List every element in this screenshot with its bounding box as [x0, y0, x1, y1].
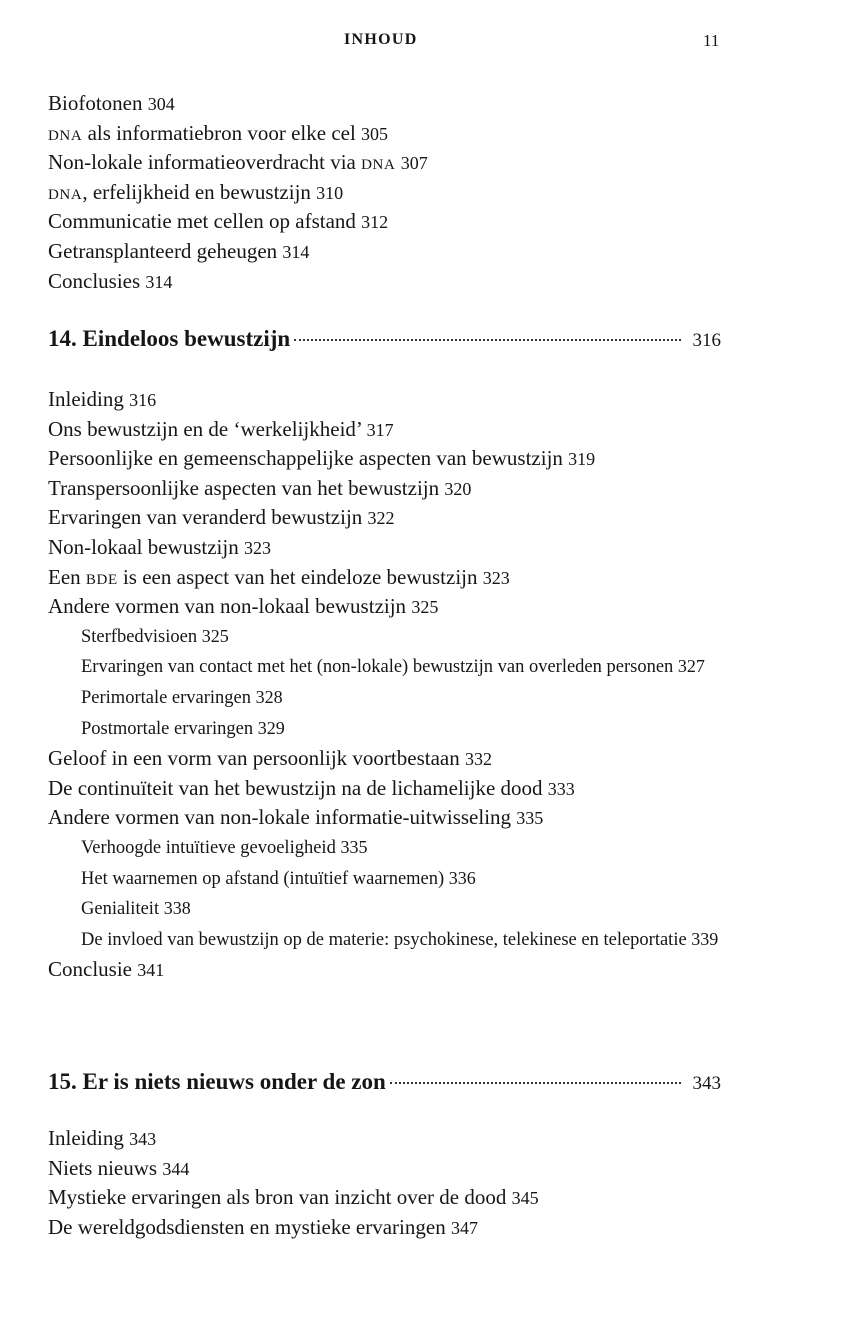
toc-entry[interactable]	[48, 444, 728, 474]
entry-page: 323	[243, 537, 271, 558]
entry-page: 319	[568, 449, 596, 470]
entry-title: Getransplanteerd geheugen	[48, 238, 278, 263]
toc-entry[interactable]	[48, 803, 728, 833]
entry-page: 312	[361, 212, 389, 233]
entry-title: Non-lokale informatieoverdracht via	[48, 150, 362, 175]
entry-page: 304	[147, 94, 175, 114]
entry-page: 322	[367, 508, 395, 529]
toc-entry[interactable]	[48, 592, 728, 622]
entry-title: Persoonlijke en gemeenschappelijke aspecten van bewustzijn	[48, 446, 563, 471]
entry-page: 316	[129, 390, 157, 410]
entry-title: Conclusie	[48, 957, 132, 982]
entry-title: als informatiebron voor elke cel	[82, 120, 356, 145]
toc-entry[interactable]	[48, 744, 728, 774]
entry-page: 325	[411, 597, 439, 618]
toc-entry[interactable]	[48, 1213, 728, 1243]
entry-title: Ervaringen van contact met het (non-lokale) bewustzijn van overleden personen	[81, 657, 674, 678]
entry-title: is een aspect van het eindeloze bewustzijn	[117, 564, 478, 589]
entry-title: De wereldgodsdiensten en mystieke ervaringen	[48, 1214, 446, 1239]
entry-page: 332	[464, 749, 492, 770]
entry-page: 335	[340, 836, 368, 857]
chapter-title: 15. Er is niets nieuws onder de zon	[48, 1069, 386, 1094]
toc-subentry[interactable]	[48, 683, 728, 714]
toc-entry[interactable]	[48, 178, 728, 208]
entry-title: Biofotonen	[48, 91, 143, 115]
entry-page: 343	[129, 1129, 157, 1149]
chapter-title: 14. Eindeloos bewustzijn	[48, 326, 291, 351]
entry-title: Inleiding	[48, 387, 124, 411]
entry-title: Verhoogde intuïtieve gevoeligheid	[81, 837, 336, 858]
entry-title: De continuïteit van het bewustzijn na de lichamelijke dood	[48, 775, 543, 800]
toc-section-chapter-15	[48, 1124, 728, 1242]
toc-entry[interactable]	[48, 503, 728, 533]
entry-title: Andere vormen van non-lokale informatie-uitwisseling	[48, 805, 512, 830]
entry-page: 329	[257, 717, 285, 738]
running-header	[0, 31, 850, 55]
entry-title: Een	[48, 564, 86, 589]
entry-abbreviation: DNA	[361, 157, 396, 174]
toc-entry[interactable]	[48, 1183, 728, 1213]
entry-page: 323	[482, 567, 510, 588]
entry-page: 310	[316, 182, 344, 203]
entry-page: 327	[677, 656, 705, 677]
toc-entry[interactable]	[48, 267, 728, 297]
entry-page: 339	[691, 928, 719, 949]
toc-entry[interactable]	[48, 415, 728, 445]
chapter-heading-15[interactable]	[48, 1069, 721, 1101]
entry-title: Postmortale ervaringen	[81, 718, 254, 739]
entry-title: Ervaringen van veranderd bewustzijn	[48, 505, 363, 530]
entry-title: De invloed van bewustzijn op de materie: psychokinese, telekinese en teleportatie	[81, 929, 687, 950]
entry-page: 305	[361, 123, 389, 144]
entry-page: 314	[282, 241, 310, 262]
entry-page: 347	[450, 1217, 478, 1238]
entry-page: 336	[448, 867, 476, 888]
entry-page: 338	[163, 898, 191, 919]
entry-title: Niets nieuws	[48, 1155, 158, 1180]
entry-title: Geloof in een vorm van persoonlijk voortbestaan	[48, 746, 460, 771]
entry-title: Conclusies	[48, 268, 141, 293]
toc-subentry[interactable]	[48, 714, 728, 745]
entry-page: 314	[145, 271, 173, 292]
entry-title: Genialiteit	[81, 899, 160, 920]
chapter-heading-14[interactable]	[48, 326, 721, 358]
entry-title: Het waarnemen op afstand (intuïtief waarnemen)	[81, 868, 445, 889]
entry-page: 307	[400, 153, 428, 174]
toc-entry[interactable]	[48, 955, 728, 985]
entry-page: 328	[255, 686, 283, 707]
entry-title: Mystieke ervaringen als bron van inzicht over de dood	[48, 1185, 507, 1210]
entry-page: 317	[366, 419, 394, 440]
toc-entry[interactable]	[48, 1154, 728, 1184]
entry-abbreviation: DNA	[48, 127, 83, 144]
chapter-page: 316	[692, 330, 721, 351]
entry-abbreviation: DNA	[48, 186, 83, 203]
toc-entry[interactable]	[48, 533, 728, 563]
toc-entry[interactable]	[48, 774, 728, 804]
entry-page: 335	[516, 808, 544, 829]
toc-subentry[interactable]	[48, 622, 728, 653]
entry-page: 341	[137, 960, 165, 981]
toc-entry[interactable]	[48, 563, 728, 593]
toc-entry[interactable]	[48, 385, 728, 415]
entry-title: Andere vormen van non-lokaal bewustzijn	[48, 594, 407, 619]
toc-entry[interactable]	[48, 1124, 728, 1154]
entry-page: 325	[201, 625, 229, 646]
entry-title: Communicatie met cellen op afstand	[48, 209, 356, 234]
toc-section-previous-chapter	[48, 89, 728, 296]
entry-page: 333	[547, 778, 575, 799]
toc-subentry[interactable]	[48, 864, 728, 895]
entry-title: , erfelijkheid en bewustzijn	[82, 179, 311, 204]
entry-title: Transpersoonlijke aspecten van het bewustzijn	[48, 475, 440, 500]
page-number: 11	[703, 31, 720, 50]
entry-title: Non-lokaal bewustzijn	[48, 534, 239, 559]
toc-section-chapter-14	[48, 385, 728, 985]
running-title: INHOUD	[344, 31, 418, 48]
chapter-page: 343	[692, 1073, 721, 1094]
toc-subentry[interactable]	[48, 652, 728, 683]
entry-abbreviation: BDE	[85, 571, 118, 588]
entry-page: 345	[511, 1188, 539, 1209]
entry-page: 320	[444, 478, 472, 499]
toc-entry[interactable]	[48, 237, 728, 267]
entry-title: Perimortale ervaringen	[81, 687, 252, 708]
toc-entry[interactable]	[48, 89, 728, 119]
toc-entry[interactable]	[48, 148, 728, 178]
toc-subentry[interactable]	[48, 894, 728, 925]
entry-title: Sterfbedvisioen	[81, 626, 198, 647]
toc-entry[interactable]	[48, 119, 728, 149]
entry-title: Ons bewustzijn en de ‘werkelijkheid’	[48, 416, 362, 441]
toc-entry[interactable]	[48, 474, 728, 504]
entry-title: Inleiding	[48, 1126, 124, 1150]
toc-subentry[interactable]	[48, 833, 728, 864]
entry-page: 344	[162, 1158, 190, 1179]
dot-leader	[294, 339, 680, 341]
toc-subentry[interactable]	[48, 925, 728, 956]
toc-entry[interactable]	[48, 207, 728, 237]
dot-leader	[390, 1082, 681, 1084]
